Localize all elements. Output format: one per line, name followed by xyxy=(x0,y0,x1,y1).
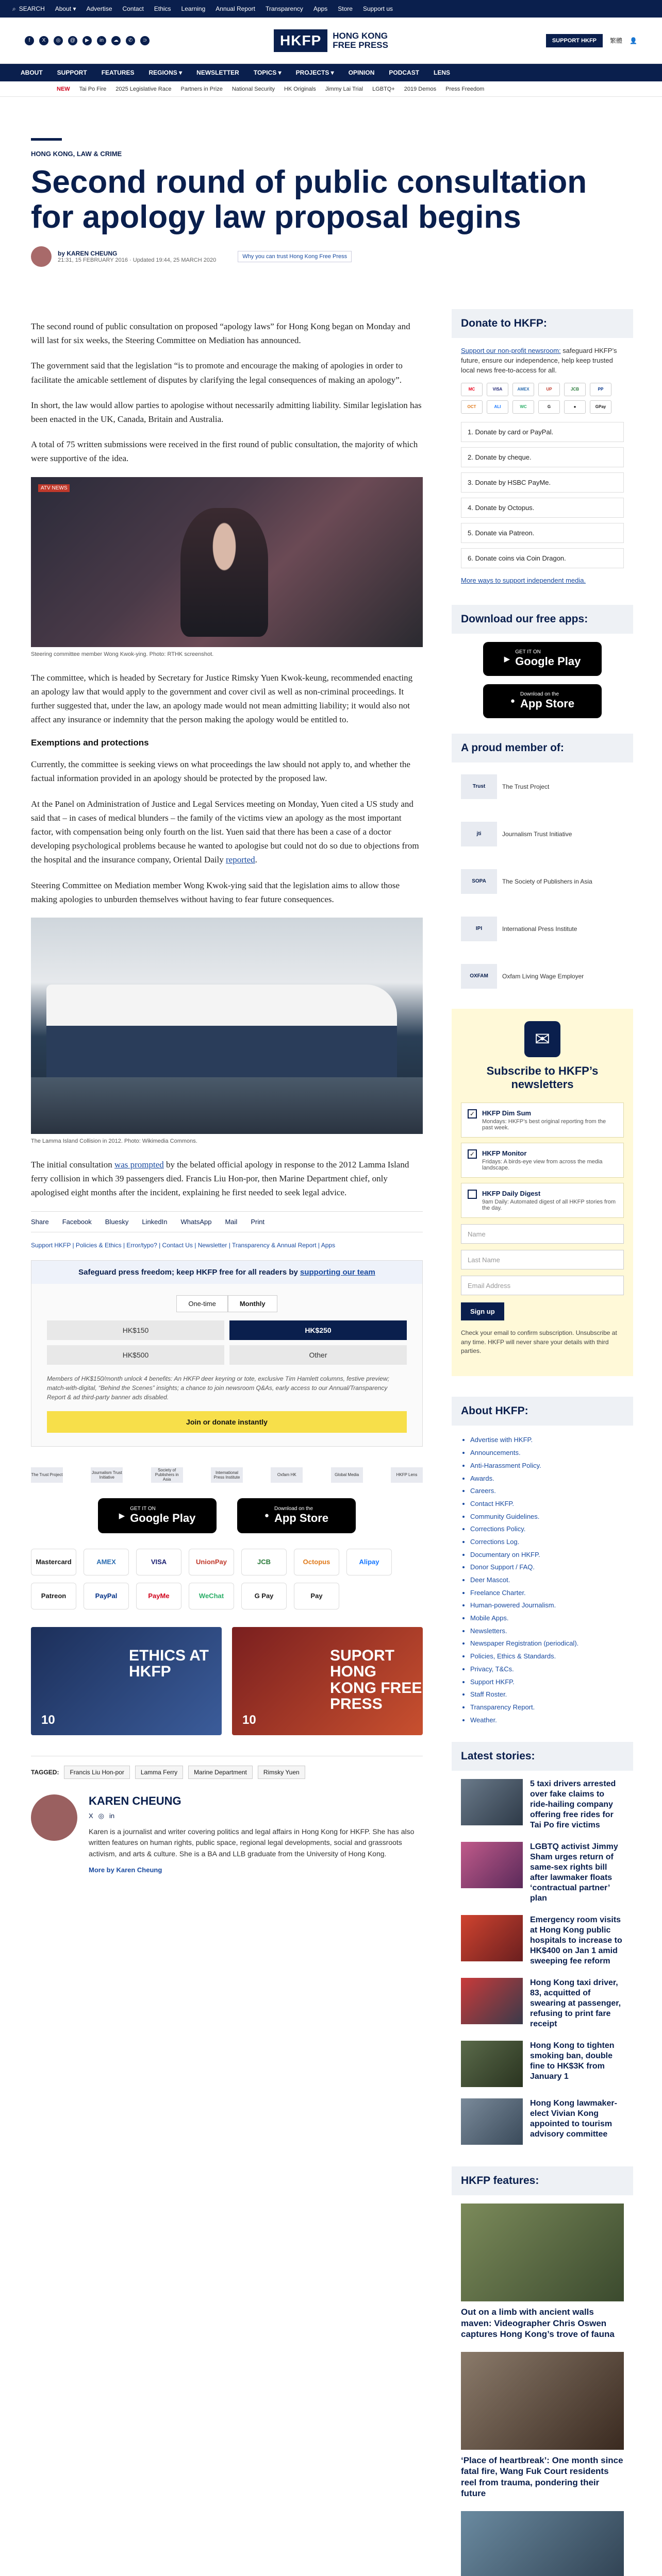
partner-logos xyxy=(31,1467,423,1483)
photo-caption: Steering committee member Wong Kwok-ying. Photo: RTHK screenshot. xyxy=(31,651,214,657)
story-thumbnail xyxy=(461,1915,523,1961)
partner-logo[interactable]: International Press Institute xyxy=(211,1467,243,1483)
nav-item-lens[interactable]: LENS xyxy=(434,69,451,76)
promo-banners xyxy=(31,1627,423,1735)
trending-link[interactable]: 2019 Demos xyxy=(404,86,437,92)
newsletter-option[interactable]: HKFP Daily Digest 9am Daily: Automated digest of all HKFP stories from the day. xyxy=(461,1183,624,1218)
partner-logo[interactable]: Oxfam HK xyxy=(271,1467,303,1483)
article-paragraph: In short, the law would allow parties to apologise without necessarily admitting liability. Similar legislation has been enacted in the UK, Canada, Britain and Australia. xyxy=(31,400,422,424)
freq-monthly[interactable]: Monthly xyxy=(228,1295,277,1312)
nav-item-about[interactable]: ABOUT xyxy=(21,69,43,76)
share-bar xyxy=(31,1211,423,1232)
donate-option[interactable]: 2. Donate by cheque. xyxy=(461,447,624,467)
about-link[interactable]: • Awards. xyxy=(470,1472,624,1485)
amex-icon[interactable]: AMEX xyxy=(84,1549,129,1575)
author-name[interactable]: KAREN CHEUNG xyxy=(89,1794,181,1807)
article-category[interactable]: HONG KONG, LAW & CRIME xyxy=(31,150,122,158)
sidebar-heading: A proud member of: xyxy=(452,734,633,762)
sidebar-heading: HKFP features: xyxy=(452,2166,633,2195)
story-thumbnail xyxy=(461,2041,523,2087)
apple-icon: ● xyxy=(510,697,515,706)
payme-icon[interactable]: PayMe xyxy=(136,1583,181,1609)
article-paragraph: The second round of public consultation on proposed “apology laws” for Hong Kong began on Monday and will last for six weeks, the Steering Committee on Mediation has announced. xyxy=(31,321,410,346)
about-link[interactable]: • Contact HKFP. xyxy=(470,1498,624,1511)
apple-pay-icon[interactable]: Pay xyxy=(294,1583,339,1609)
trending-bar xyxy=(0,81,662,97)
about-link[interactable]: • Weather. xyxy=(470,1714,624,1727)
jcb-icon[interactable]: JCB xyxy=(241,1549,287,1575)
visa-icon[interactable]: VISA xyxy=(136,1549,181,1575)
article-title: Second round of public consultation for apology law proposal begins xyxy=(31,164,587,235)
newsletter-title: Subscribe to HKFP’s newsletters xyxy=(486,1064,599,1091)
apple-icon: ● xyxy=(564,400,586,414)
avatar[interactable] xyxy=(31,1794,77,1841)
checkbox[interactable]: ✓ xyxy=(468,1109,477,1118)
feature-story[interactable]: ‘Place of heartbreak’: One month since fatal fire, Wang Fuk Court residents reel from trauma, pondering their future xyxy=(452,2352,633,2511)
about-link[interactable]: • Mobile Apps. xyxy=(470,1612,624,1625)
latest-story[interactable]: Emergency room visits at Hong Kong public hospitals to increase to HK$400 on Jan 1 amid sweeping fee reform xyxy=(452,1915,633,1978)
amex-icon: AMEX xyxy=(512,383,534,396)
article-photo[interactable] xyxy=(31,918,423,1134)
photo-tag: ATV NEWS xyxy=(38,484,70,492)
header-actions xyxy=(546,34,637,47)
account-icon[interactable]: 👤 xyxy=(630,37,637,44)
feature-image xyxy=(461,2511,624,2576)
story-thumbnail xyxy=(461,2098,523,2145)
tag-pill[interactable]: Rimsky Yuen xyxy=(258,1766,305,1779)
avatar[interactable] xyxy=(31,246,52,267)
rss-icon[interactable]: ⊃ xyxy=(140,36,150,45)
newsletter-signup xyxy=(452,1009,633,1377)
article-photo[interactable] xyxy=(31,477,423,647)
sidebar-heading: Donate to HKFP: xyxy=(452,309,633,338)
nav-item-podcast[interactable]: PODCAST xyxy=(389,69,420,76)
card-icons xyxy=(452,383,633,422)
sign-up-button[interactable]: Sign up xyxy=(461,1302,504,1320)
globe-icon[interactable]: ◎ xyxy=(98,1811,105,1820)
topbar-link-about[interactable]: About ▾ xyxy=(55,5,76,12)
about-links xyxy=(452,1434,633,1742)
unionpay-icon: UP xyxy=(538,383,560,396)
member-benefits: Members of HK$150/month unlock 4 benefits: An HKFP deer keyring or tote, exclusive Tim Hamlett columns, festive preview; match-with-digital, “Behind the Scenes” insights; a chance to join newsroom Q&As, early access to our Annual/Transparency Report & ad third-party banner ads disabled. xyxy=(47,1375,389,1401)
sidebar xyxy=(452,309,633,2576)
support-hkfp-button[interactable]: SUPPORT HKFP xyxy=(546,34,603,47)
partner-logo[interactable]: The Trust Project xyxy=(31,1467,63,1483)
mastercard-icon[interactable]: Mastercard xyxy=(31,1549,76,1575)
top-utility-bar xyxy=(0,0,662,18)
sea xyxy=(31,1077,423,1134)
trending-link[interactable]: 2025 Legislative Race xyxy=(115,86,172,92)
social-links xyxy=(25,36,150,45)
paypal-icon: PP xyxy=(590,383,611,396)
member-logo[interactable]: IPI International Press Institute xyxy=(461,914,624,944)
about-link[interactable]: • Human-powered Journalism. xyxy=(470,1599,624,1612)
story-thumbnail xyxy=(461,1779,523,1825)
photo-subject xyxy=(180,508,268,637)
header-rule xyxy=(31,138,62,141)
about-link[interactable]: • Staff Roster. xyxy=(470,1688,624,1701)
topbar-link-store[interactable]: Store xyxy=(338,5,353,12)
latest-story[interactable]: Hong Kong lawmaker-elect Vivian Kong appointed to tourism advisory committee xyxy=(452,2098,633,2156)
amount-option-selected[interactable]: HK$250 xyxy=(229,1320,407,1340)
linkedin-icon[interactable]: in xyxy=(97,36,106,45)
latest-story[interactable]: Hong Kong to tighten smoking ban, double fine to HK$3K from January 1 xyxy=(452,2041,633,2098)
share-whatsapp[interactable]: WhatsApp xyxy=(180,1217,212,1226)
about-link[interactable]: • Transparency Report. xyxy=(470,1701,624,1714)
x-icon[interactable]: X xyxy=(89,1811,93,1820)
google-icon: G xyxy=(538,400,560,414)
app-store-button[interactable]: ● Download on the App Store xyxy=(483,684,602,718)
topbar-link-advertise[interactable]: Advertise xyxy=(86,5,112,12)
trending-link[interactable]: Jimmy Lai Trial xyxy=(325,86,363,92)
publish-date: 21:31, 15 FEBRUARY 2016 xyxy=(58,257,128,264)
checkbox[interactable]: ✓ xyxy=(468,1149,477,1159)
member-logo[interactable]: Trust The Trust Project xyxy=(461,772,624,802)
site-logo[interactable] xyxy=(274,29,388,52)
octopus-icon[interactable]: Octopus xyxy=(294,1549,339,1575)
share-print[interactable]: Print xyxy=(251,1217,265,1226)
join-donate-button[interactable]: Join or donate instantly xyxy=(47,1411,407,1433)
amount-option[interactable]: HK$150 xyxy=(47,1320,224,1340)
app-store-buttons xyxy=(31,1498,423,1533)
ethics-promo-banner[interactable]: ETHICS AT HKFP 10 xyxy=(31,1627,222,1735)
google-play-icon: ▶ xyxy=(119,1511,125,1520)
frequency-toggle xyxy=(31,1295,422,1312)
about-link[interactable]: • Newsletters. xyxy=(470,1625,624,1638)
jcb-icon: JCB xyxy=(564,383,586,396)
topbar-link-contact[interactable]: Contact xyxy=(122,5,144,12)
updated-date: Updated 19:44, 25 MARCH 2020 xyxy=(133,257,217,264)
about-link[interactable]: • Advertise with HKFP. xyxy=(470,1434,624,1447)
visa-icon: VISA xyxy=(487,383,508,396)
feature-story[interactable] xyxy=(452,2511,633,2576)
trust-link[interactable]: Why you can trust Hong Kong Free Press xyxy=(238,251,352,262)
photo-caption: The Lamma Island Collision in 2012. Photo: Wikimedia Commons. xyxy=(31,1138,197,1144)
tag-label: TAGGED: xyxy=(31,1768,59,1776)
about-link[interactable]: • Newspaper Registration (periodical). xyxy=(470,1637,624,1650)
anniversary-badge: 10 xyxy=(242,1713,256,1727)
amount-option-other[interactable]: Other xyxy=(229,1345,407,1365)
article-figure xyxy=(31,918,423,1144)
about-link[interactable]: • Freelance Charter. xyxy=(470,1587,624,1600)
alipay-icon[interactable]: Alipay xyxy=(346,1549,392,1575)
payment-methods xyxy=(31,1549,423,1609)
about-link[interactable]: • Donor Support / FAQ. xyxy=(470,1561,624,1574)
name-input[interactable]: Name xyxy=(461,1224,624,1244)
member-logo[interactable]: SOPA The Society of Publishers in Asia xyxy=(461,867,624,896)
newsletter-option[interactable]: ✓ HKFP Dim Sum Mondays: HKFP’s best original reporting from the past week. xyxy=(461,1103,624,1138)
article-figure xyxy=(31,477,423,657)
facebook-icon[interactable]: f xyxy=(25,36,34,45)
latest-story[interactable]: 5 taxi drivers arrested over fake claims to ride-hailing company offering free rides for Tai Po fire victims xyxy=(452,1779,633,1842)
sidebar-heading: Download our free apps: xyxy=(452,605,633,634)
new-badge: NEW xyxy=(57,86,70,92)
linkedin-icon[interactable]: in xyxy=(109,1811,115,1820)
partner-logo[interactable]: HKFP Lens xyxy=(391,1467,423,1483)
email-field[interactable]: Email Address xyxy=(461,1276,624,1295)
tag-pill[interactable]: Marine Department xyxy=(188,1766,253,1779)
donate-box xyxy=(31,1260,423,1447)
app-store-button[interactable]: ● Download on the App Store xyxy=(237,1498,356,1533)
alipay-icon: ALI xyxy=(487,400,508,414)
about-link[interactable]: • Policies, Ethics & Standards. xyxy=(470,1650,624,1663)
amount-options xyxy=(31,1320,422,1365)
latest-story[interactable]: LGBTQ activist Jimmy Sham urges return of same-sex rights bill after lawmaker floats ‘contractual partner’ plan xyxy=(452,1842,633,1915)
donate-option[interactable]: 6. Donate coins via Coin Dragon. xyxy=(461,548,624,568)
bluesky-icon[interactable]: ☁ xyxy=(111,36,121,45)
article-paragraph: The committee, which is headed by Secretary for Justice Rimsky Yuen Kwok-keung, recommended enacting an apology law that would apply to the government and cover civil as well as non-criminal proceedings. It further suggested that, under the law, an apology made would not mean admitting liability; it would also not affect any insurance or indemnity that the person making the apology would be entitled to. xyxy=(31,672,413,725)
trending-link[interactable]: National Security xyxy=(231,86,275,92)
donate-text: Support our non-profit newsroom: safeguard HKFP’s future, ensure our independence, help keep trusted local news free-to-access for all. xyxy=(461,347,617,374)
paypal-icon[interactable]: PayPal xyxy=(84,1583,129,1609)
latest-story[interactable]: Hong Kong taxi driver, 83, acquitted of swearing at passenger, refusing to print fare receipt xyxy=(452,1978,633,2041)
about-link[interactable]: • Anti-Harassment Policy. xyxy=(470,1460,624,1472)
nav-item-newsletter[interactable]: NEWSLETTER xyxy=(196,69,239,76)
feature-image xyxy=(461,2352,624,2450)
mastercard-icon: MC xyxy=(461,383,483,396)
wechat-pay-icon: WC xyxy=(512,400,534,414)
source-link[interactable]: reported xyxy=(225,855,255,865)
trending-link[interactable]: HK Originals xyxy=(284,86,316,92)
logo-mark: HKFP xyxy=(274,29,327,52)
article-paragraph: Steering Committee on Mediation member Wong Kwok-ying said that the legislation aims to allow those making apologies to unburden themselves without having to fear future consequences. xyxy=(31,880,400,904)
share-mail[interactable]: Mail xyxy=(225,1217,238,1226)
tag-pill[interactable]: Francis Liu Hon-por xyxy=(64,1766,129,1779)
article-subhead: Exemptions and protections xyxy=(31,738,149,748)
about-link[interactable]: • Community Guidelines. xyxy=(470,1511,624,1523)
newsletter-option[interactable]: ✓ HKFP Monitor Fridays: A birds-eye view from across the media landscape. xyxy=(461,1143,624,1178)
trending-link[interactable]: Partners in Prize xyxy=(180,86,223,92)
main-navigation xyxy=(0,64,662,81)
anniversary-badge: 10 xyxy=(41,1713,55,1727)
topbar-link-annual-report[interactable]: Annual Report xyxy=(216,5,255,12)
topbar-link-ethics[interactable]: Ethics xyxy=(154,5,171,12)
google-play-button[interactable]: ▶ GET IT ON Google Play xyxy=(483,642,602,676)
donate-header: Safeguard press freedom; keep HKFP free for all readers by supporting our team xyxy=(31,1261,422,1284)
author-bio: Karen is a journalist and writer covering politics and legal affairs in Hong Kong for HKFP. She has also written features on human rights, public space, regional legal developments, social and grassroots activism, and arts & culture. She is a BA and LLB graduate from the University of Hong Kong. xyxy=(89,1827,415,1858)
last-name-input[interactable]: Last Name xyxy=(461,1250,624,1269)
whatsapp-icon[interactable]: ✆ xyxy=(126,36,135,45)
topbar-link-support[interactable]: Support us xyxy=(362,5,393,12)
logo-wordmark: HONG KONG FREE PRESS xyxy=(333,30,388,50)
about-link[interactable]: • Privacy, T&Cs. xyxy=(470,1663,624,1676)
trending-link[interactable]: LGBTQ+ xyxy=(372,86,395,92)
about-link[interactable]: • Deer Mascot. xyxy=(470,1574,624,1587)
about-link[interactable]: • Careers. xyxy=(470,1485,624,1498)
topbar-link-learning[interactable]: Learning xyxy=(181,5,206,12)
nav-item-support[interactable]: SUPPORT xyxy=(57,69,87,76)
article-paragraph: Currently, the committee is seeking views on what proceedings the law should not apply to, and whether the factual information provided in an apology should be protected by the proposed law. xyxy=(31,759,410,784)
article-paragraph: At the Panel on Administration of Justice and Legal Services meeting on Monday, Yuen cited a US study and said that – in cases of medical blunders – the family of the victims view an apology as the most important factor, with compensation being only fourth on the list. Yuen said that there has been a case of a doctor developing psychological problems because he wanted to apologise but could not do so due to objections from the hospital and the insurance company, Oriental Daily reported. xyxy=(31,799,419,865)
sidebar-heading: Latest stories: xyxy=(452,1742,633,1771)
share-label: Share xyxy=(31,1217,49,1226)
article-paragraph: The government said that the legislation “is to promote and encourage the making of apologies in order to facilitate the amicable settlement of disputes by clarifying the legal consequences of making an apology”. xyxy=(31,361,403,385)
checkbox[interactable] xyxy=(468,1190,477,1199)
nonprofit-link[interactable]: Support our non-profit newsroom: xyxy=(461,347,561,354)
language-switch[interactable]: 繁體 xyxy=(610,37,623,44)
author-box xyxy=(31,1794,423,1874)
support-links[interactable]: Support HKFP | Policies & Ethics | Error/typo? | Contact Us | Newsletter | Transparency & Annual Report | Apps xyxy=(31,1241,336,1249)
topbar-link-apps[interactable]: Apps xyxy=(313,5,328,12)
instagram-icon[interactable]: ◎ xyxy=(54,36,63,45)
share-facebook[interactable]: Facebook xyxy=(62,1217,92,1226)
google-play-button[interactable]: ▶ GET IT ON Google Play xyxy=(98,1498,217,1533)
partner-logo[interactable]: Global Media xyxy=(331,1467,363,1483)
octopus-icon: OCT xyxy=(461,400,483,414)
donate-option[interactable]: 3. Donate by HSBC PayMe. xyxy=(461,472,624,493)
tag-list xyxy=(31,1756,423,1779)
story-thumbnail xyxy=(461,1978,523,2024)
share-linkedin[interactable]: LinkedIn xyxy=(142,1217,168,1226)
nav-item-opinion[interactable]: OPINION xyxy=(348,69,375,76)
partner-logo[interactable]: Journalism Trust Initiative xyxy=(91,1467,123,1483)
tag-pill[interactable]: Lamma Ferry xyxy=(135,1766,183,1779)
nav-item-topics[interactable]: TOPICS ▾ xyxy=(253,69,282,76)
feature-image xyxy=(461,2204,624,2301)
source-link[interactable]: was prompted xyxy=(114,1159,164,1170)
brand-header xyxy=(0,18,662,64)
byline: by KAREN CHEUNG 21:31, 15 FEBRUARY 2016 · Updated 19:44, 25 MARCH 2020 Why you can trust Hong Kong Free Press xyxy=(31,246,629,267)
google-pay-icon[interactable]: G Pay xyxy=(241,1583,287,1609)
nav-item-features[interactable]: FEATURES xyxy=(101,69,135,76)
about-link[interactable]: • Corrections Log. xyxy=(470,1536,624,1549)
youtube-icon[interactable]: ▶ xyxy=(82,36,92,45)
threads-icon[interactable]: @ xyxy=(68,36,77,45)
nav-item-projects[interactable]: PROJECTS ▾ xyxy=(295,69,334,76)
unionpay-icon[interactable]: UnionPay xyxy=(189,1549,234,1575)
about-link[interactable]: • Announcements. xyxy=(470,1447,624,1460)
newsletter-note: Check your email to confirm subscription. Unsubscribe at any time. HKFP will never share your details with third parties. xyxy=(461,1329,617,1355)
about-link[interactable]: • Corrections Policy. xyxy=(470,1523,624,1536)
more-ways-link[interactable]: More ways to support independent media. xyxy=(461,576,586,584)
apple-icon: ● xyxy=(264,1511,269,1520)
google-play-icon: ▶ xyxy=(504,654,510,664)
nav-item-regions[interactable]: REGIONS ▾ xyxy=(148,69,183,76)
author-social xyxy=(89,1812,423,1820)
about-link[interactable]: • Support HKFP. xyxy=(470,1676,624,1689)
trending-link[interactable]: Tai Po Fire xyxy=(79,86,107,92)
donate-option[interactable]: 5. Donate via Patreon. xyxy=(461,523,624,543)
support-team-link[interactable]: supporting our team xyxy=(300,1267,375,1277)
patreon-icon[interactable]: Patreon xyxy=(31,1583,76,1609)
search-icon: ⌕ xyxy=(12,5,16,12)
sidebar-heading: About HKFP: xyxy=(452,1397,633,1426)
feature-story[interactable]: Out on a limb with ancient walls maven: Videographer Chris Oswen captures Hong Kong’s trove of fauna xyxy=(452,2204,633,2352)
freq-one-time[interactable]: One-time xyxy=(176,1295,227,1312)
story-thumbnail xyxy=(461,1842,523,1888)
envelope-icon: ✉ xyxy=(524,1021,560,1057)
article-body xyxy=(31,319,423,1874)
x-icon[interactable]: X xyxy=(39,36,48,45)
support-promo-banner[interactable]: SUPORT HONG KONG FREE PRESS 10 xyxy=(232,1627,423,1735)
member-logo[interactable]: OXFAM Oxfam Living Wage Employer xyxy=(461,961,624,991)
partner-logo[interactable]: Society of Publishers in Asia xyxy=(151,1467,183,1483)
article-paragraph: A total of 75 written submissions were received in the first round of public consultation, the majority of which were supportive of the idea. xyxy=(31,439,418,464)
share-bluesky[interactable]: Bluesky xyxy=(105,1217,129,1226)
member-logo[interactable]: jti Journalism Trust Initiative xyxy=(461,819,624,849)
topbar-link-transparency[interactable]: Transparency xyxy=(265,5,303,12)
ferry-hull xyxy=(46,985,397,1088)
google-pay-icon: GPay xyxy=(590,400,611,414)
search-button[interactable]: ⌕ SEARCH xyxy=(12,5,45,12)
author-name[interactable]: KAREN CHEUNG xyxy=(67,250,118,258)
trending-link[interactable]: Press Freedom xyxy=(445,86,485,92)
more-by-author-link[interactable]: More by Karen Cheung xyxy=(89,1866,162,1874)
donate-option[interactable]: 1. Donate by card or PayPal. xyxy=(461,422,624,442)
article-header xyxy=(31,138,629,267)
about-link[interactable]: • Documentary on HKFP. xyxy=(470,1549,624,1562)
donate-option[interactable]: 4. Donate by Octopus. xyxy=(461,498,624,518)
wechat-pay-icon[interactable]: WeChat xyxy=(189,1583,234,1609)
article-paragraph: The initial consultation was prompted by the belated official apology in response to the 2012 Lamma Island ferry collision in which 39 passengers died. Francis Liu Hon-por, then Marine Department chief, only apologised eight months after the incident, explaining he first needed to seek legal advice. xyxy=(31,1159,409,1198)
amount-option[interactable]: HK$500 xyxy=(47,1345,224,1365)
